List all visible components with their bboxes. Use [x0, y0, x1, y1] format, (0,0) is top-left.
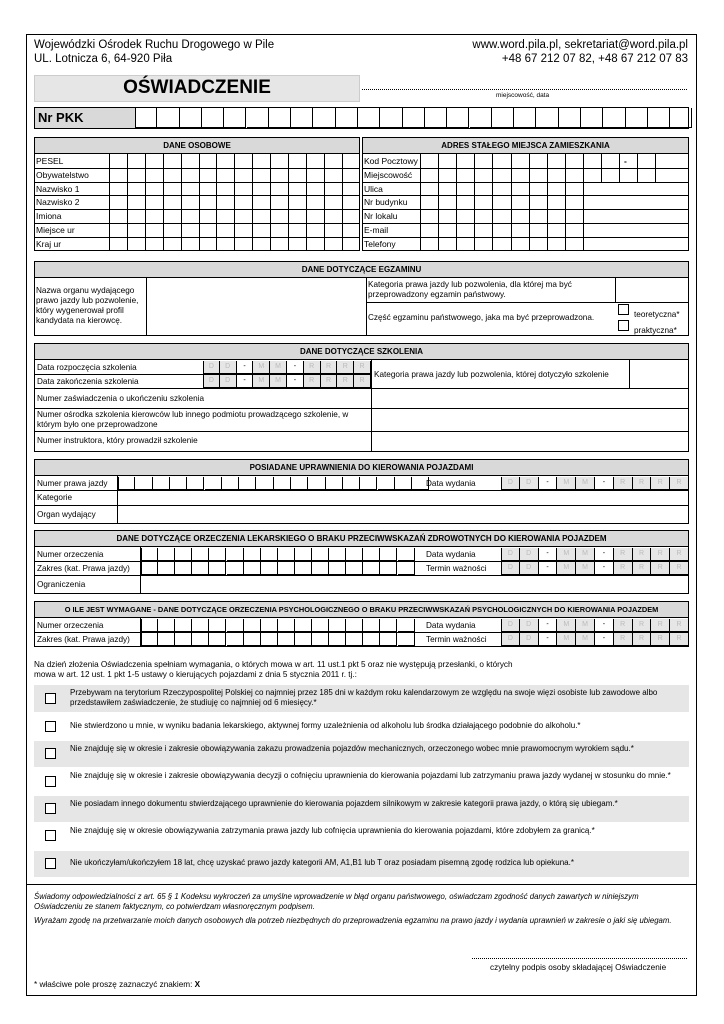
signature-field[interactable]	[472, 958, 687, 959]
pkk-label: Nr PKK	[38, 110, 84, 125]
date-cell[interactable]: D	[501, 619, 520, 632]
practice-checkbox[interactable]	[618, 320, 629, 331]
practice-label: praktyczna*	[634, 326, 677, 335]
exam-authority-field[interactable]	[147, 279, 365, 335]
liability-text: Świadomy odpowiedzialności z art. 65 § 1 Kodeksu wykroczeń za umyślne wprowadzenie w błąd organu państwowego, oświadczam zgodność danych zawartych w niniejszym Oświadczeniu ze stanem faktycznym, co potwierdzam własnoręcznym podpisem.	[34, 892, 639, 911]
medical-scope-cell[interactable]	[261, 562, 278, 575]
psych-digit-cell[interactable]	[398, 619, 415, 632]
date-cell[interactable]: M	[557, 548, 576, 561]
declaration-item	[34, 768, 689, 795]
medical-scope-label: Zakres (kat. Prawa jazdy)	[37, 564, 130, 573]
license-category-label: Kategorie	[37, 493, 73, 502]
date-cell[interactable]: D	[203, 361, 220, 374]
address-row-label: Kod Pocztowy	[364, 156, 418, 166]
personal-row-label: Obywatelstwo	[36, 169, 89, 180]
training-center-label: Numer ośrodka szkolenia kierowców lub innego podmiotu prowadzącego szkolenie, w którym było one przeprowadzone	[37, 410, 349, 429]
date-cell[interactable]: M	[576, 477, 595, 490]
psych-scope-cell[interactable]	[278, 633, 295, 646]
date-cell[interactable]: M	[576, 562, 595, 575]
psych-scope-cell[interactable]	[244, 633, 261, 646]
declaration-checkbox[interactable]	[45, 830, 56, 841]
psych-digit-cell[interactable]	[363, 619, 380, 632]
medical-digit-cell[interactable]	[278, 548, 295, 561]
medical-validity-label: Termin ważności	[426, 564, 487, 573]
checkbox-note-mark: X	[194, 980, 201, 989]
psych-header: O ILE JEST WYMAGANE - DANE DOTYCZĄCE ORZECZENIA PSYCHOLOGICZNEGO O BRAKU PRZECIWWSKAZAŃ PSYCHOLOGICZNYCH DO KIEROWANIA POJAZDEM	[34, 601, 689, 618]
psych-scope-cell[interactable]	[329, 633, 346, 646]
training-instructor-label: Numer instruktora, który prowadził szkolenie	[37, 436, 198, 445]
date-cell[interactable]: R	[614, 477, 633, 490]
license-number-label: Numer prawa jazdy	[37, 479, 108, 488]
psych-digit-cell[interactable]	[295, 619, 312, 632]
medical-scope-cell[interactable]	[244, 562, 261, 575]
pkk-digit-cell[interactable]	[291, 108, 313, 128]
date-cell[interactable]: M	[576, 619, 595, 632]
declaration-item	[34, 796, 689, 822]
medical-digit-cell[interactable]	[346, 548, 363, 561]
contact-web: www.word.pila.pl, sekretariat@word.pila.pl	[472, 39, 688, 51]
date-cell[interactable]: R	[321, 375, 338, 388]
date-cell[interactable]: R	[651, 548, 670, 561]
date-cell[interactable]: R	[633, 562, 652, 575]
license-category-field[interactable]	[118, 491, 688, 504]
psych-digit-cell[interactable]	[209, 619, 226, 632]
pkk-digit-cell[interactable]	[536, 108, 558, 128]
training-category-label: Kategoria prawa jazdy lub pozwolenia, której dotyczyło szkolenie	[374, 370, 609, 379]
date-cell[interactable]: -	[287, 361, 304, 374]
license-digit-cell[interactable]	[205, 477, 222, 490]
consent-text: Wyrażam zgodę na przetwarzanie moich danych osobowych dla potrzeb niezbędnych do przeprowadzenia egzaminu na prawo jazdy i wydania uprawnień w zakresie o jaki się ubiegam.	[34, 916, 672, 925]
date-cell[interactable]: R	[304, 375, 321, 388]
declaration-text: Nie znajduję się w okresie i zakresie obowiązywania decyzji o cofnięciu uprawnienia do kierowania pojazdami lub zatrzymaniu prawa jazdy wydanej w stosunku do mnie.*	[70, 771, 671, 780]
date-cell[interactable]: M	[557, 562, 576, 575]
personal-row-label: PESEL	[36, 156, 64, 166]
declaration-text: Przebywam na terytorium Rzeczypospolitej Polskiej co najmniej przez 185 dni w każdym roku kalendarzowym ze względu na swoje więzi osobiste lub zawodowe albo przedstawiłem zaświadczenie, że studiuję co najmniej od 6 miesięcy.*	[70, 688, 658, 707]
psych-digit-cell[interactable]	[244, 619, 261, 632]
training-instructor-field[interactable]	[372, 432, 688, 451]
medical-digit-cell[interactable]	[312, 548, 329, 561]
psych-scope-cell[interactable]	[363, 633, 380, 646]
license-authority-field[interactable]	[118, 506, 688, 523]
date-cell[interactable]: R	[614, 633, 633, 646]
exam-category-field[interactable]	[616, 279, 688, 301]
declaration-checkbox[interactable]	[45, 748, 56, 759]
medical-header: DANE DOTYCZĄCE ORZECZENIA LEKARSKIEGO O BRAKU PRZECIWWSKAZAŃ ZDROWOTNYCH DO KIEROWANIA POJAZDEM	[34, 530, 689, 547]
pkk-digit-cell[interactable]	[157, 108, 179, 128]
date-cell[interactable]: -	[539, 633, 558, 646]
date-cell[interactable]: -	[539, 477, 558, 490]
pkk-digit-cell[interactable]	[603, 108, 625, 128]
declaration-item	[34, 851, 689, 877]
medical-scope-cell[interactable]	[227, 562, 244, 575]
personal-row-label: Miejsce ur	[36, 225, 75, 235]
postal-code-dash: -	[624, 156, 627, 166]
license-authority-label: Organ wydający	[37, 510, 96, 519]
date-cell[interactable]: R	[651, 619, 670, 632]
declaration-text: Nie ukończyłam/ukończyłem 18 lat, chcę uzyskać prawo jazdy kategorii AM, A1,B1 lub T oraz posiadam pisemną zgodę rodzica lub opiekuna.*	[70, 858, 574, 867]
psych-digit-cell[interactable]	[227, 619, 244, 632]
medical-scope-cell[interactable]	[192, 562, 209, 575]
date-cell[interactable]: D	[520, 619, 539, 632]
medical-scope-cell[interactable]	[209, 562, 226, 575]
date-cell[interactable]: D	[220, 375, 237, 388]
pkk-digit-cell[interactable]	[403, 108, 425, 128]
medical-digit-cell[interactable]	[244, 548, 261, 561]
address-row-label: Miejscowość	[364, 169, 413, 180]
statement-intro: Na dzień złożenia Oświadczenia spełniam wymagania, o których mowa w art. 11 ust.1 pkt 5 oraz nie występują przesłanki, o których mowa w art. 12 ust. 1 pkt 1-5 ustawy o kierujących pojazdami z dnia 5 stycznia 2011 r. tj.:	[34, 660, 513, 679]
date-cell[interactable]: R	[354, 361, 371, 374]
psych-scope-cell[interactable]	[295, 633, 312, 646]
date-cell[interactable]: R	[651, 477, 670, 490]
checkbox-note-text: * właściwe pole proszę zaznaczyć znakiem:	[34, 980, 195, 989]
medical-digit-cell[interactable]	[380, 548, 397, 561]
psych-digit-cell[interactable]	[192, 619, 209, 632]
training-start-label: Data rozpoczęcia szkolenia	[37, 363, 137, 372]
medical-digit-cell[interactable]	[209, 548, 226, 561]
pkk-digit-cell[interactable]	[425, 108, 447, 128]
contact-phone: +48 67 212 07 82, +48 67 212 07 83	[501, 53, 688, 65]
medical-issue-date-label: Data wydania	[426, 550, 476, 559]
date-cell[interactable]: M	[576, 548, 595, 561]
medical-scope-cell[interactable]	[380, 562, 397, 575]
pkk-digit-cell[interactable]	[514, 108, 536, 128]
date-cell[interactable]: D	[501, 633, 520, 646]
license-digit-cell[interactable]	[274, 477, 291, 490]
pkk-digit-cell[interactable]	[224, 108, 246, 128]
org-address: UL. Lotnicza 6, 64-920 Piła	[34, 53, 173, 65]
license-digit-cell[interactable]	[378, 477, 395, 490]
date-cell[interactable]: R	[633, 548, 652, 561]
license-digit-cell[interactable]	[360, 477, 377, 490]
psych-scope-cell[interactable]	[380, 633, 397, 646]
psych-digit-cell[interactable]	[175, 619, 192, 632]
declaration-checkbox[interactable]	[45, 776, 56, 787]
psych-scope-cell[interactable]	[398, 633, 415, 646]
personal-row-label: Imiona	[36, 211, 62, 222]
date-cell[interactable]: -	[539, 548, 558, 561]
medical-scope-cell[interactable]	[175, 562, 192, 575]
place-date-caption: miejscowość, data	[496, 92, 550, 99]
psych-scope-cell[interactable]	[209, 633, 226, 646]
medical-digit-cell[interactable]	[398, 548, 415, 561]
date-cell[interactable]: R	[304, 361, 321, 374]
declaration-text: Nie posiadam innego dokumentu stwierdzającego uprawnienie do kierowania pojazdem silnikowym w zakresie kategorii prawa jazdy, o którą się ubiegam.*	[70, 799, 618, 808]
pkk-digit-cell[interactable]	[581, 108, 603, 128]
address-row-label: Nr budynku	[364, 197, 408, 208]
medical-digit-cell[interactable]	[192, 548, 209, 561]
exam-part-label: Część egzaminu państwowego, jaka ma być przeprowadzona.	[368, 313, 595, 322]
pkk-digit-cell[interactable]	[470, 108, 492, 128]
license-digit-cell[interactable]	[170, 477, 187, 490]
medical-scope-cell[interactable]	[141, 562, 158, 575]
license-digit-cell[interactable]	[308, 477, 325, 490]
pkk-digit-cell[interactable]	[247, 108, 269, 128]
psych-scope-cell[interactable]	[175, 633, 192, 646]
license-digit-cell[interactable]	[118, 477, 135, 490]
date-cell[interactable]: R	[337, 361, 354, 374]
pkk-digit-cell[interactable]	[648, 108, 670, 128]
medical-digit-cell[interactable]	[261, 548, 278, 561]
pkk-digit-cell[interactable]	[269, 108, 291, 128]
pkk-digit-cell[interactable]	[313, 108, 335, 128]
address-row-label: Telefony	[364, 238, 396, 249]
date-cell[interactable]: R	[354, 375, 371, 388]
date-cell[interactable]: R	[670, 619, 689, 632]
psych-digit-cell[interactable]	[261, 619, 278, 632]
address-header: ADRES STAŁEGO MIEJSCA ZAMIESZKANIA	[362, 137, 689, 154]
date-cell[interactable]: D	[220, 361, 237, 374]
license-digit-cell[interactable]	[222, 477, 239, 490]
date-cell[interactable]: D	[501, 477, 520, 490]
date-cell[interactable]: D	[501, 548, 520, 561]
pkk-digit-cell[interactable]	[670, 108, 692, 128]
medical-scope-cell[interactable]	[363, 562, 380, 575]
date-cell[interactable]: D	[520, 548, 539, 561]
date-cell[interactable]: M	[253, 361, 270, 374]
psych-scope-cell[interactable]	[227, 633, 244, 646]
page-title: OŚWIADCZENIE	[123, 77, 271, 98]
medical-limits-field[interactable]	[141, 576, 688, 593]
personal-data-header: DANE OSOBOWE	[34, 137, 360, 154]
psych-scope-cell[interactable]	[158, 633, 175, 646]
psych-scope-cell[interactable]	[346, 633, 363, 646]
pkk-digit-cell[interactable]	[559, 108, 581, 128]
training-center-field[interactable]	[372, 409, 688, 430]
medical-digit-cell[interactable]	[295, 548, 312, 561]
date-cell[interactable]: R	[670, 477, 689, 490]
license-digit-cell[interactable]	[343, 477, 360, 490]
psych-digit-cell[interactable]	[141, 619, 158, 632]
date-cell[interactable]: M	[270, 361, 287, 374]
training-certificate-label: Numer zaświadczenia o ukończeniu szkolenia	[37, 394, 205, 403]
date-cell[interactable]: -	[237, 375, 254, 388]
exam-authority-label: Nazwa organu wydającego prawo jazdy lub pozwolenie, który wygenerował profil kandydata na kierowcę.	[36, 286, 139, 325]
date-cell[interactable]: M	[576, 633, 595, 646]
training-certificate-field[interactable]	[372, 389, 688, 407]
date-cell[interactable]: D	[203, 375, 220, 388]
date-cell[interactable]: M	[557, 619, 576, 632]
psych-digit-cell[interactable]	[346, 619, 363, 632]
date-cell[interactable]: -	[595, 477, 614, 490]
exam-category-label: Kategoria prawa jazdy lub pozwolenia, dla której ma być przeprowadzony egzamin państwowy.	[368, 280, 572, 299]
psych-digit-cell[interactable]	[158, 619, 175, 632]
date-cell[interactable]: R	[614, 562, 633, 575]
license-digit-cell[interactable]	[187, 477, 204, 490]
declaration-checkbox[interactable]	[45, 858, 56, 869]
date-cell[interactable]: -	[287, 375, 304, 388]
psych-issue-date-label: Data wydania	[426, 621, 476, 630]
date-cell[interactable]: R	[614, 619, 633, 632]
personal-row-label: Kraj ur	[36, 238, 62, 249]
date-cell[interactable]: M	[253, 375, 270, 388]
psych-scope-cell[interactable]	[192, 633, 209, 646]
psych-digit-cell[interactable]	[312, 619, 329, 632]
license-digit-cell[interactable]	[153, 477, 170, 490]
date-cell[interactable]: D	[520, 562, 539, 575]
license-issue-date-label: Data wydania	[426, 479, 476, 488]
theory-checkbox[interactable]	[618, 304, 629, 315]
psych-scope-cell[interactable]	[141, 633, 158, 646]
personal-row-label: Nazwisko 2	[36, 197, 80, 208]
declaration-text: Nie znajduję się w okresie obowiązywania zatrzymania prawa jazdy lub cofnięcia uprawnienia do kierowania pojazdami, które zdobyłem za granicą.*	[70, 826, 595, 835]
date-cell[interactable]: -	[595, 619, 614, 632]
license-digit-cell[interactable]	[326, 477, 343, 490]
org-name: Wojewódzki Ośrodek Ruchu Drogowego w Pile	[34, 39, 275, 51]
training-header: DANE DOTYCZĄCE SZKOLENIA	[34, 343, 689, 360]
license-digit-cell[interactable]	[135, 477, 152, 490]
date-cell[interactable]: R	[670, 633, 689, 646]
medical-digit-cell[interactable]	[141, 548, 158, 561]
pkk-digit-cell[interactable]	[626, 108, 648, 128]
date-cell[interactable]: D	[520, 477, 539, 490]
psych-scope-cell[interactable]	[312, 633, 329, 646]
date-cell[interactable]: -	[539, 619, 558, 632]
date-cell[interactable]: -	[595, 633, 614, 646]
date-cell[interactable]: -	[595, 548, 614, 561]
psych-digit-cell[interactable]	[380, 619, 397, 632]
declaration-checkbox[interactable]	[45, 693, 56, 704]
declaration-text: Nie stwierdzono u mnie, w wyniku badania lekarskiego, aktywnej formy uzależnienia od alkoholu lub środka działającego podobnie do alkoholu.*	[70, 721, 581, 730]
date-cell[interactable]: R	[321, 361, 338, 374]
date-cell[interactable]: R	[633, 477, 652, 490]
date-cell[interactable]: -	[237, 361, 254, 374]
pkk-digit-cell[interactable]	[135, 108, 157, 128]
place-date-field[interactable]	[362, 89, 687, 90]
medical-scope-cell[interactable]	[329, 562, 346, 575]
date-cell[interactable]: R	[651, 633, 670, 646]
pkk-digit-cell[interactable]	[447, 108, 469, 128]
license-digit-cell[interactable]	[395, 477, 412, 490]
personal-row-label: Nazwisko 1	[36, 183, 80, 194]
pkk-digit-cell[interactable]	[358, 108, 380, 128]
date-cell[interactable]: M	[557, 633, 576, 646]
checkbox-note	[34, 980, 200, 990]
date-cell[interactable]: -	[539, 562, 558, 575]
date-cell[interactable]: R	[633, 619, 652, 632]
declaration-item	[34, 823, 689, 849]
medical-number-label: Numer orzeczenia	[37, 550, 104, 559]
address-row-label: Nr lokalu	[364, 211, 398, 222]
psych-digit-cell[interactable]	[278, 619, 295, 632]
date-cell[interactable]: R	[633, 633, 652, 646]
exam-header: DANE DOTYCZĄCE EGZAMINU	[34, 261, 689, 278]
date-cell[interactable]: R	[670, 562, 689, 575]
date-cell[interactable]: R	[670, 548, 689, 561]
date-cell[interactable]: M	[270, 375, 287, 388]
pkk-digit-cell[interactable]	[336, 108, 358, 128]
psych-number-label: Numer orzeczenia	[37, 621, 104, 630]
pkk-digit-cell[interactable]	[202, 108, 224, 128]
pkk-digit-cell[interactable]	[180, 108, 202, 128]
declaration-text: Nie znajduję się w okresie i zakresie obowiązywania zakazu prowadzenia pojazdów mechanicznych, orzeczonego wobec mnie prawomocnym wyrokiem sądu.*	[70, 744, 634, 753]
medical-limits-label: Ograniczenia	[37, 580, 86, 589]
license-header: POSIADANE UPRAWNIENIA DO KIEROWANIA POJAZDAMI	[34, 459, 689, 476]
date-cell[interactable]: R	[614, 548, 633, 561]
psych-digit-cell[interactable]	[329, 619, 346, 632]
declaration-item	[34, 741, 689, 767]
medical-scope-cell[interactable]	[312, 562, 329, 575]
training-category-field[interactable]	[630, 361, 688, 387]
training-end-label: Data zakończenia szkolenia	[37, 377, 139, 386]
psych-validity-label: Termin ważności	[426, 635, 487, 644]
declaration-checkbox[interactable]	[45, 803, 56, 814]
psych-scope-label: Zakres (kat. Prawa jazdy)	[37, 635, 130, 644]
pkk-digit-cell[interactable]	[380, 108, 402, 128]
medical-scope-cell[interactable]	[278, 562, 295, 575]
declaration-checkbox[interactable]	[45, 721, 56, 732]
license-digit-cell[interactable]	[291, 477, 308, 490]
medical-digit-cell[interactable]	[227, 548, 244, 561]
date-cell[interactable]: M	[557, 477, 576, 490]
medical-digit-cell[interactable]	[175, 548, 192, 561]
license-digit-cell[interactable]	[256, 477, 273, 490]
address-row-label: Ulica	[364, 183, 383, 194]
medical-scope-cell[interactable]	[398, 562, 415, 575]
license-digit-cell[interactable]	[239, 477, 256, 490]
psych-scope-cell[interactable]	[261, 633, 278, 646]
date-cell[interactable]: R	[337, 375, 354, 388]
medical-scope-cell[interactable]	[295, 562, 312, 575]
medical-digit-cell[interactable]	[363, 548, 380, 561]
pkk-digit-cell[interactable]	[492, 108, 514, 128]
signature-caption: czytelny podpis osoby składającej Oświadczenie	[490, 963, 667, 972]
date-cell[interactable]: -	[595, 562, 614, 575]
medical-digit-cell[interactable]	[329, 548, 346, 561]
date-cell[interactable]: D	[520, 633, 539, 646]
declaration-item	[34, 685, 689, 712]
address-row-label: E-mail	[364, 225, 389, 235]
theory-label: teoretyczna*	[634, 310, 680, 319]
medical-digit-cell[interactable]	[158, 548, 175, 561]
date-cell[interactable]: R	[651, 562, 670, 575]
medical-scope-cell[interactable]	[158, 562, 175, 575]
medical-scope-cell[interactable]	[346, 562, 363, 575]
declaration-item	[34, 714, 689, 739]
date-cell[interactable]: D	[501, 562, 520, 575]
